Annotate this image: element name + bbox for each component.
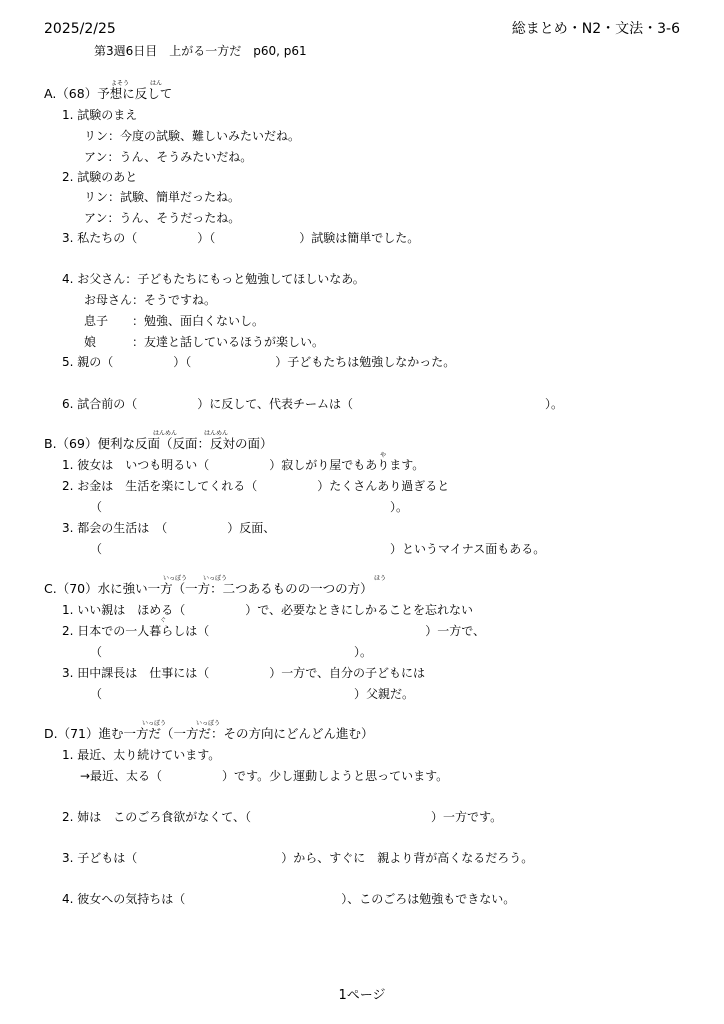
furigana: いっぽう xyxy=(203,575,228,582)
dialogue-line: リン：試験、簡単だったね。 xyxy=(84,190,241,204)
date: 2025/2/25 xyxy=(44,21,116,37)
section-c-heading: C.（70）水に強い一方（一方：二つあるものの一つの方） xyxy=(44,581,373,596)
dialogue-line: アン：うん、そうみたいだね。 xyxy=(84,150,253,164)
question-line: →最近、太る（ ）です。少し運動しようと思っています。 xyxy=(80,769,449,783)
question-line: 1. いい親は ほめる（ ）で、必要なときにしかることを忘れない xyxy=(62,603,474,617)
furigana: はんめん xyxy=(204,430,229,437)
answer-blank-line: （ ）。 xyxy=(90,645,373,659)
section-d-heading: D.（71）進む一方だ（一方だ：その方向にどんどん進む） xyxy=(44,726,374,741)
furigana: はんめん xyxy=(153,430,178,437)
question-line: 3. 田中課長は 仕事には（ ）一方で、自分の子どもには xyxy=(62,666,426,680)
question-line: 6. 試合前の（ ）に反して、代表チームは（ ）。 xyxy=(62,397,564,411)
answer-blank-line: （ ）というマイナス面もある。 xyxy=(90,542,546,556)
answer-blank-line: （ ）父親だ。 xyxy=(90,687,415,701)
furigana: や xyxy=(380,452,387,459)
question-line: 1. 試験のまえ xyxy=(62,108,138,122)
dialogue-line: リン：今度の試験、難しいみたいだね。 xyxy=(84,129,301,143)
section-b-heading: B.（69）便利な反面（反面：反対の面） xyxy=(44,436,273,451)
question-line: 2. お金は 生活を楽にしてくれる（ ）たくさんあり過ぎると xyxy=(62,479,450,493)
question-line: 1. 最近、太り続けています。 xyxy=(62,748,221,762)
furigana: いっぽう xyxy=(196,720,221,727)
question-line: 2. 姉は このごろ食欲がなくて、（ ）一方です。 xyxy=(62,810,503,824)
section-a-heading: A.（68）予想に反して xyxy=(44,86,173,101)
question-line: 2. 日本での一人暮らしは（ ）一方で、 xyxy=(62,624,486,638)
question-line: 4. 彼女への気持ちは（ ）、このごろは勉強もできない。 xyxy=(62,892,516,906)
question-line: 5. 親の（ ）（ ）子どもたちは勉強しなかった。 xyxy=(62,355,456,369)
furigana: はん xyxy=(150,80,163,87)
course-title: 総まとめ・N2・文法・3-6 xyxy=(511,21,680,37)
furigana: いっぽう xyxy=(163,575,188,582)
dialogue-line: 娘 ：友達と話しているほうが楽しい。 xyxy=(84,335,325,349)
furigana: ぐ xyxy=(160,617,167,624)
question-line: 1. 彼女は いつも明るい（ ）寂しがり屋でもあります。 xyxy=(62,458,425,472)
dialogue-line: 息子 ：勉強、面白くないし。 xyxy=(84,314,265,328)
furigana: よそう xyxy=(111,80,130,87)
furigana: ほう xyxy=(374,575,387,582)
answer-blank-line: （ ）。 xyxy=(90,500,409,514)
page-subtitle: 第3週6日目 上がる一方だ p60, p61 xyxy=(94,44,307,58)
question-line: 3. 私たちの（ ）（ ）試験は簡単でした。 xyxy=(62,231,420,245)
dialogue-line: アン：うん、そうだったね。 xyxy=(84,211,241,225)
dialogue-line: お母さん：そうですね。 xyxy=(84,293,217,307)
furigana: いっぽう xyxy=(142,720,167,727)
question-line: 2. 試験のあと xyxy=(62,170,138,184)
question-line: 4. お父さん：子どもたちにもっと勉強してほしいなあ。 xyxy=(62,272,365,286)
question-line: 3. 都会の生活は （ ）反面、 xyxy=(62,521,276,535)
question-line: 3. 子どもは（ ）から、すぐに 親より背が高くなるだろう。 xyxy=(62,851,534,865)
page-number: 1ページ xyxy=(338,988,386,1003)
